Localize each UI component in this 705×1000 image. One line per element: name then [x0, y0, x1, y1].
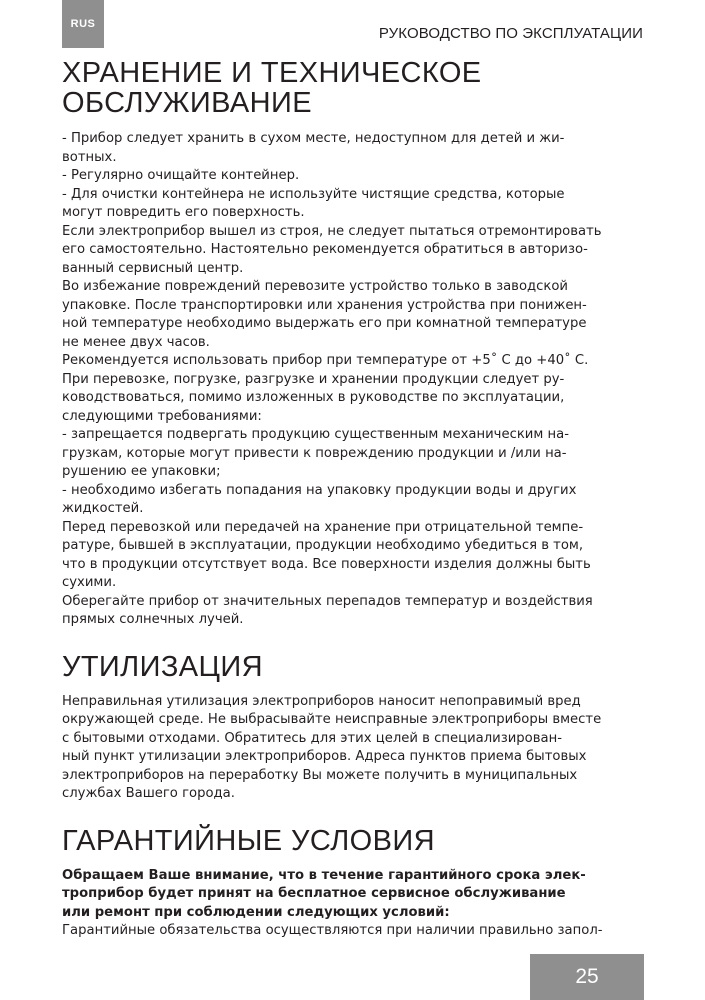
text-line: ратуре, бывшей в эксплуатации, продукции необходимо убедиться в том, — [62, 538, 584, 553]
section-title-line: УТИЛИЗАЦИЯ — [62, 650, 263, 683]
text-line: вотных. — [62, 149, 117, 165]
text-line: троприбор будет принят на бесплатное сервисное обслуживание — [62, 886, 566, 901]
text-line: сухими. — [62, 575, 117, 590]
text-line: - Регулярно очищайте контейнер. — [62, 168, 300, 183]
disposal-text — [62, 693, 644, 804]
text-line: - Для очистки контейнера не используйте чистящие средства, которые — [62, 186, 565, 202]
text-line: с бытовыми отходами. Обратитесь для этих целей в специализирован- — [62, 730, 562, 746]
section-title-line: ХРАНЕНИЕ И ТЕХНИЧЕСКОЕ — [62, 57, 482, 89]
text-line: могут повредить его поверхность. — [62, 205, 305, 220]
text-line: рушению ее упаковки; — [62, 464, 221, 479]
text-line: следующими требованиями: — [62, 408, 262, 424]
text-line: - запрещается подвергать продукцию существенным механическим на- — [62, 427, 569, 442]
text-line: или ремонт при соблюдении следующих условий: — [62, 904, 450, 920]
text-line: его самостоятельно. Настоятельно рекомендуется обратиться в авторизо- — [62, 242, 588, 257]
text-line: Если электроприбор вышел из строя, не следует пытаться отремонтировать — [62, 223, 602, 239]
text-line: При перевозке, погрузке, разгрузке и хранении продукции следует ру- — [62, 371, 565, 387]
language-label: RUS — [70, 18, 96, 30]
language-tab — [62, 0, 104, 48]
text-line: Неправильная утилизация электроприборов наносит непоправимый вред — [62, 693, 581, 709]
text-line: прямых солнечных лучей. — [62, 612, 244, 627]
text-line: ный пункт утилизации электроприборов. Адреса пунктов приема бытовых — [62, 749, 587, 764]
text-line: что в продукции отсутствует вода. Все поверхности изделия должны быть — [62, 556, 591, 572]
running-header: РУКОВОДСТВО ПО ЭКСПЛУАТАЦИИ — [378, 25, 643, 42]
storage-text — [62, 130, 644, 630]
warranty-text — [62, 922, 644, 941]
section-title-disposal — [62, 652, 644, 682]
page-content — [62, 58, 644, 941]
text-line: грузкам, которые могут привести к повреждению продукции и /или на- — [62, 445, 567, 461]
text-line: Перед перевозкой или передачей на хранение при отрицательной темпе- — [62, 519, 584, 535]
text-line: Обращаем Ваше внимание, что в течение гарантийного срока элек- — [62, 867, 586, 883]
section-title-line: ГАРАНТИЙНЫЕ УСЛОВИЯ — [62, 824, 435, 857]
section-title-warranty — [62, 826, 644, 856]
text-line: - необходимо избегать попадания на упаковку продукции воды и других — [62, 482, 577, 498]
text-line: окружающей среде. Не выбрасывайте неисправные электроприборы вместе — [62, 712, 602, 727]
text-line: ководствоваться, помимо изложенных в руководстве по эксплуатации, — [62, 390, 565, 405]
page-number-box — [530, 954, 644, 1000]
text-line: не менее двух часов. — [62, 334, 210, 350]
text-line: Во избежание повреждений перевозите устройство только в заводской — [62, 279, 568, 294]
text-line: - Прибор следует хранить в сухом месте, недоступном для детей и жи- — [62, 131, 565, 146]
text-line: Рекомендуется использовать прибор при температуре от +5˚ С до +40˚ С. — [62, 353, 589, 368]
text-line: ной температуре необходимо выдержать его при комнатной температуре — [62, 316, 587, 331]
text-line: Гарантийные обязательства осуществляются при наличии правильно запол- — [62, 923, 603, 938]
text-line: электроприборов на переработку Вы можете получить в муниципальных — [62, 767, 578, 783]
section-title-line: ОБСЛУЖИВАНИЕ — [62, 87, 312, 119]
page-number: 25 — [575, 965, 599, 988]
text-line: жидкостей. — [62, 501, 144, 516]
text-line: службах Вашего города. — [62, 786, 235, 801]
text-line: Оберегайте прибор от значительных перепадов температур и воздействия — [62, 593, 593, 609]
text-line: ванный сервисный центр. — [62, 260, 244, 276]
warranty-notice — [62, 867, 644, 923]
text-line: упаковке. После транспортировки или хранения устройства при понижен- — [62, 297, 587, 313]
section-title-storage — [62, 58, 644, 118]
